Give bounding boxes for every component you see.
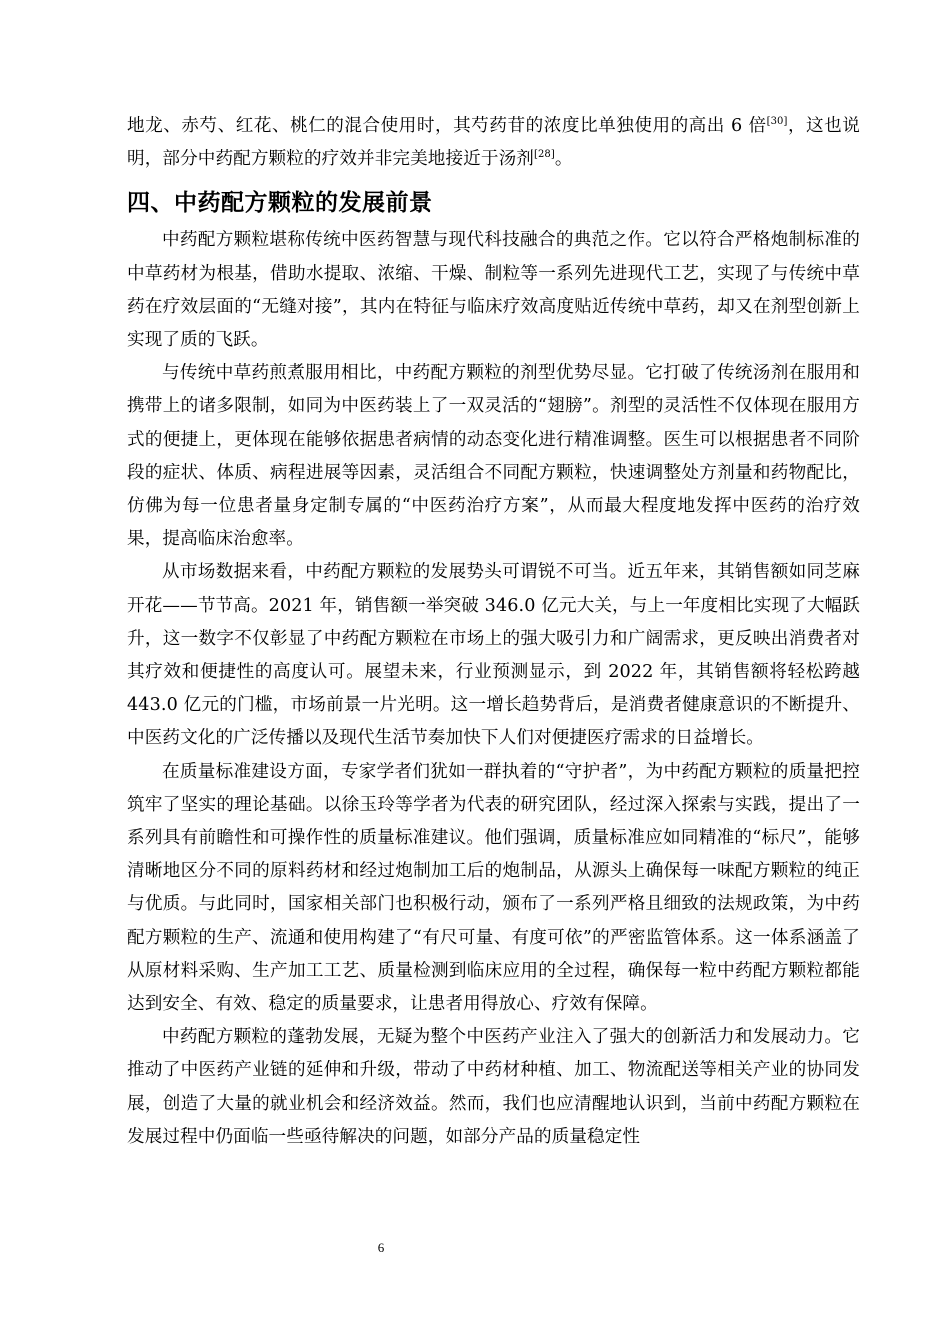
section-heading: 四、中药配方颗粒的发展前景 [127,190,433,217]
intro-paragraph [127,110,860,176]
page-body [127,110,860,1154]
body-paragraph-5: 中药配方颗粒的蓬勃发展，无疑为整个中医药产业注入了强大的创新活力和发展动力。它推动了中医药产业链的延伸和升级，带动了中药材种植、加工、物流配送等相关产业的协同发展，创造了大量的就业机会和经济效益。然而，我们也应清醒地认识到，当前中药配方颗粒在发展过程中仍面临一些亟待解决的问题，如部分产品的质量稳定性 [127,1027,860,1147]
citation-30: [30] [766,116,788,127]
intro-text-b: ，这也说明，部分中药配方颗粒的疗效并非完美地接近于汤剂 [127,116,860,170]
page-number: 6 [377,1240,385,1255]
body-paragraph-1: 中药配方颗粒堪称传统中医药智慧与现代科技融合的典范之作。它以符合严格炮制标准的中草药材为根基，借助水提取、浓缩、干燥、制粒等一系列先进现代工艺，实现了与传统中草药在疗效层面的“无缝对接”，其内在特征与临床疗效高度贴近传统中草药，却又在剂型创新上实现了质的飞跃。 [127,230,860,351]
body-paragraph-2: 与传统中草药煎煮服用相比，中药配方颗粒的剂型优势尽显。它打破了传统汤剂在服用和携带上的诸多限制，如同为中医药装上了一双灵活的“翅膀”。剂型的灵活性不仅体现在服用方式的便捷上，更体现在能够依据患者病情的动态变化进行精准调整。医生可以根据患者不同阶段的症状、体质、病程进展等因素，灵活组合不同配方颗粒，快速调整处方剂量和药物配比，仿佛为每一位患者量身定制专属的“中医药治疗方案”，从而最大程度地发挥中医药的治疗效果，提高临床治愈率。 [127,363,860,550]
intro-text-c: 。 [554,149,573,170]
body-paragraph-4: 在质量标准建设方面，专家学者们犹如一群执着的“守护者”，为中药配方颗粒的质量把控筑牢了坚实的理论基础。以徐玉玲等学者为代表的研究团队，经过深入探索与实践，提出了一系列具有前瞻性和可操作性的质量标准建议。他们强调，质量标准应如同精准的“标尺”，能够清晰地区分不同的原料药材和经过炮制加工后的炮制品，从源头上确保每一味配方颗粒的纯正与优质。与此同时，国家相关部门也积极行动，颁布了一系列严格且细致的法规政策，为中药配方颗粒的生产、流通和使用构建了“有尺可量、有度可依”的严密监管体系。这一体系涵盖了从原材料采购、生产加工工艺、质量检测到临床应用的全过程，确保每一粒中药配方颗粒都能达到安全、有效、稳定的质量要求，让患者用得放心、疗效有保障。 [127,761,860,1015]
citation-28: [28] [533,149,555,161]
body-paragraph-3: 从市场数据来看，中药配方颗粒的发展势头可谓锐不可当。近五年来，其销售额如同芝麻开花——节节高。2021 年，销售额一举突破 346.0 亿元大关，与上一年度相比实现了大幅跃升，这一数字不仅彰显了中药配方颗粒在市场上的强大吸引力和广阔需求，更反映出消费者对其疗效和便捷性的高度认可。展望未来，行业预测显示，到 2022 年，其销售额将轻松跨越 443.0 亿元的门槛，市场前景一片光明。这一增长趋势背后，是消费者健康意识的不断提升、中医药文化的广泛传播以及现代生活节奏加快下人们对便捷医疗需求的日益增长。 [127,562,860,749]
intro-text-a: 地龙、赤芍、红花、桃仁的混合使用时，其芍药苷的浓度比单独使用的高出 6 倍 [127,116,767,136]
